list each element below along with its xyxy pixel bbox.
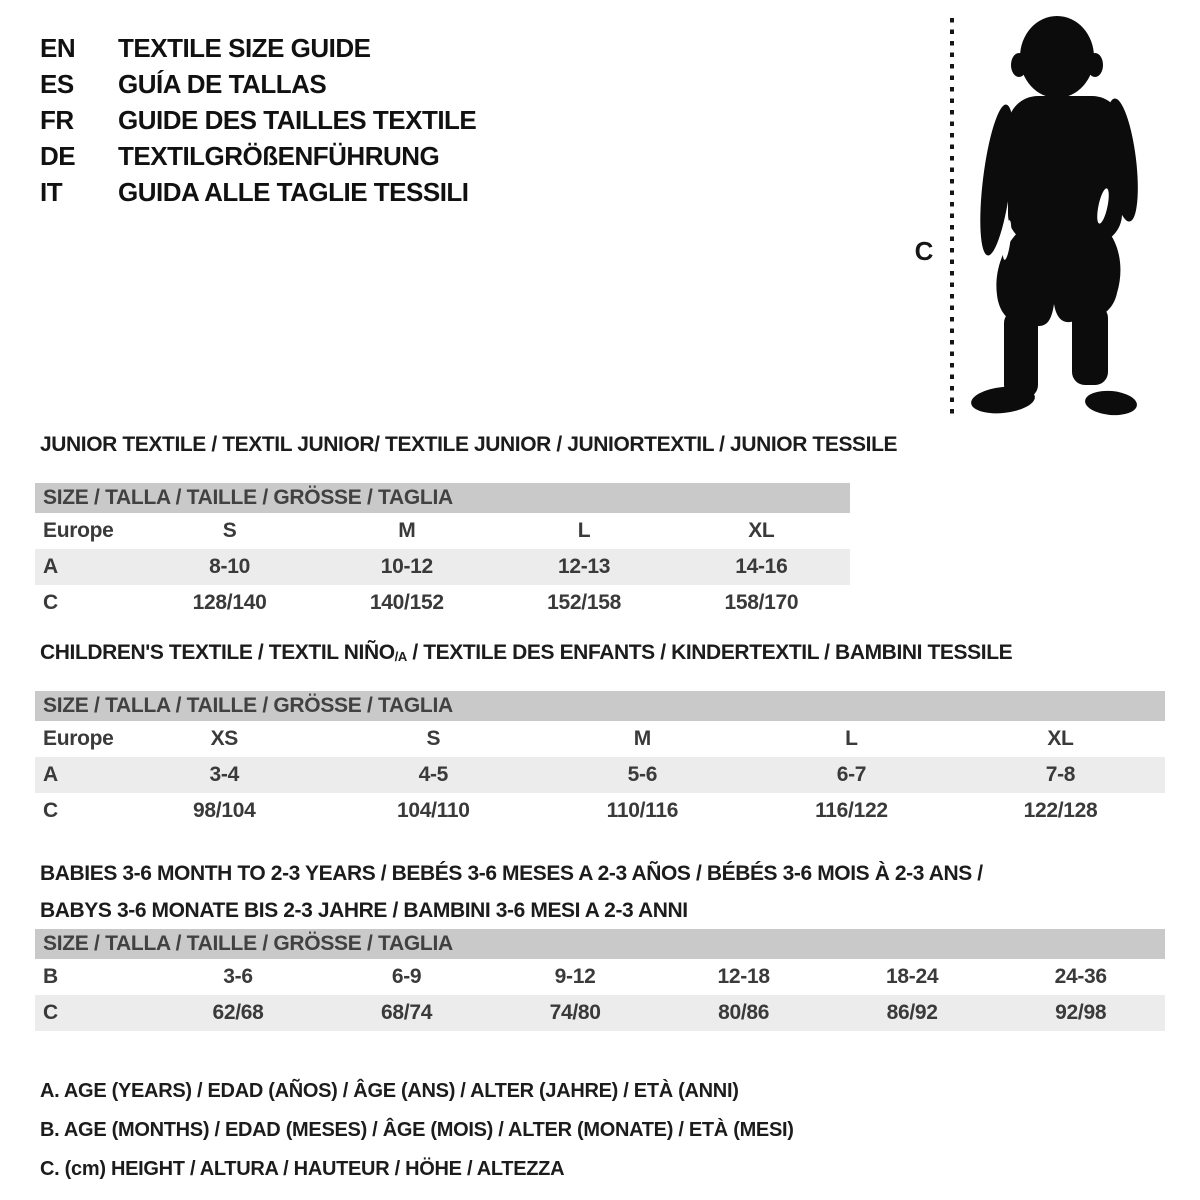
lang-row-de <box>40 138 476 174</box>
lang-code: EN <box>40 33 76 63</box>
table-cell: 68/74 <box>381 1001 433 1024</box>
table-cell: S <box>222 519 237 542</box>
lang-row-it <box>40 174 476 210</box>
section-childrens-textile <box>35 641 1165 829</box>
section-title <box>35 641 1165 669</box>
row-label-cell: A <box>43 555 58 578</box>
row-label-cell: Europe <box>43 727 114 750</box>
table-cell: 6-7 <box>836 763 867 786</box>
table-cell: S <box>426 727 441 750</box>
table-row <box>35 549 850 585</box>
table-cell: 3-4 <box>209 763 239 786</box>
table-cell: 86/92 <box>886 1001 938 1024</box>
table-cell: 74/80 <box>549 1001 601 1024</box>
table-cell: 128/140 <box>192 591 267 614</box>
lang-title: GUIDE DES TAILLES TEXTILE <box>118 105 477 135</box>
table-cell: 104/110 <box>396 799 470 822</box>
row-label-cell: C <box>43 1001 58 1024</box>
lang-title: TEXTILE SIZE GUIDE <box>118 33 371 63</box>
footnote-a: A. AGE (YEARS) / EDAD (AÑOS) / ÂGE (ANS) / ALTER (JAHRE) / ETÀ (ANNI) <box>40 1080 739 1102</box>
row-label-cell: C <box>43 799 58 822</box>
table-cell: XL <box>1047 727 1074 750</box>
table-cell: 158/170 <box>724 591 799 614</box>
lang-row-es <box>40 66 476 102</box>
table-cell: 110/116 <box>606 799 679 822</box>
table-cell: 9-12 <box>554 965 596 988</box>
size-header-bar: SIZE / TALLA / TAILLE / GRÖSSE / TAGLIA <box>35 483 850 513</box>
section-title-line1: BABIES 3-6 MONTH TO 2-3 YEARS / BEBÉS 3-6 MESES A 2-3 AÑOS / BÉBÉS 3-6 MOIS À 2-3 ANS / <box>40 862 983 885</box>
section-title-line2: BABYS 3-6 MONATE BIS 2-3 JAHRE / BAMBINI 3-6 MESI A 2-3 ANNI <box>40 899 688 922</box>
table-cell: 116/122 <box>815 799 888 822</box>
children-size-table <box>35 721 1165 829</box>
table-row <box>35 959 1165 995</box>
table-row <box>35 721 1165 757</box>
section-junior-textile <box>35 433 898 621</box>
table-cell: 152/158 <box>547 591 621 614</box>
section-babies-textile <box>35 855 1165 1031</box>
baby-silhouette-icon <box>900 10 1150 430</box>
table-row <box>35 585 850 621</box>
table-row <box>35 793 1165 829</box>
table-cell: XL <box>748 519 775 542</box>
table-cell: 122/128 <box>1023 799 1098 822</box>
height-label-c: C <box>914 236 934 266</box>
title-text: CHILDREN'S TEXTILE / TEXTIL NIÑO <box>40 641 395 664</box>
size-header-bar: SIZE / TALLA / TAILLE / GRÖSSE / TAGLIA <box>35 691 1165 721</box>
table-cell: M <box>633 727 651 750</box>
title-subscript: /A <box>394 649 407 664</box>
table-cell: M <box>398 519 416 542</box>
table-cell: 8-10 <box>209 555 250 578</box>
lang-code: FR <box>40 105 74 135</box>
table-cell: L <box>577 519 591 542</box>
table-cell: 98/104 <box>193 799 256 822</box>
size-header-bar: SIZE / TALLA / TAILLE / GRÖSSE / TAGLIA <box>35 929 1165 959</box>
table-cell: 7-8 <box>1045 763 1076 786</box>
table-cell: 3-6 <box>223 965 253 988</box>
lang-title: GUÍA DE TALLAS <box>118 69 327 99</box>
lang-row-fr <box>40 102 476 138</box>
row-label-cell: C <box>43 591 58 614</box>
lang-row-en <box>40 30 476 66</box>
table-row <box>35 757 1165 793</box>
table-cell: 92/98 <box>1055 1001 1107 1024</box>
section-title: JUNIOR TEXTILE / TEXTIL JUNIOR/ TEXTILE JUNIOR / JUNIORTEXTIL / JUNIOR TESSILE <box>40 433 898 456</box>
row-label-cell: A <box>43 763 58 786</box>
table-row <box>35 995 1165 1031</box>
table-cell: 5-6 <box>627 763 658 786</box>
babies-size-table <box>35 959 1165 1031</box>
footnote-b: B. AGE (MONTHS) / EDAD (MESES) / ÂGE (MOIS) / ALTER (MONATE) / ETÀ (MESI) <box>40 1119 794 1141</box>
table-cell: 10-12 <box>380 555 433 578</box>
footnotes <box>40 1072 794 1189</box>
table-cell: 4-5 <box>418 763 449 786</box>
table-cell: L <box>845 727 858 750</box>
row-label-cell: B <box>43 965 58 988</box>
lang-code: IT <box>40 177 63 207</box>
title-text: / TEXTILE DES ENFANTS / KINDERTEXTIL / BAMBINI TESSILE <box>406 641 1013 664</box>
lang-title: TEXTILGRÖßENFÜHRUNG <box>118 141 440 171</box>
lang-code: DE <box>40 141 76 171</box>
table-cell: 6-9 <box>391 965 422 988</box>
table-row <box>35 513 850 549</box>
table-cell: 18-24 <box>886 965 939 988</box>
lang-title: GUIDA ALLE TAGLIE TESSILI <box>118 177 469 207</box>
junior-size-table <box>35 513 850 621</box>
table-cell: 14-16 <box>735 555 788 578</box>
footnote-c: C. (cm) HEIGHT / ALTURA / HAUTEUR / HÖHE / ALTEZZA <box>40 1158 565 1180</box>
height-figure <box>900 10 1150 442</box>
table-cell: 12-18 <box>717 965 770 988</box>
language-header <box>40 30 476 210</box>
toddler-silhouette <box>970 16 1144 417</box>
table-cell: 62/68 <box>212 1001 264 1024</box>
lang-code: ES <box>40 69 74 99</box>
table-cell: 80/86 <box>718 1001 770 1024</box>
table-cell: 12-13 <box>557 555 611 578</box>
table-cell: XS <box>210 727 238 750</box>
table-cell: 24-36 <box>1054 965 1107 988</box>
row-label-cell: Europe <box>43 519 114 542</box>
table-cell: 140/152 <box>369 591 444 614</box>
